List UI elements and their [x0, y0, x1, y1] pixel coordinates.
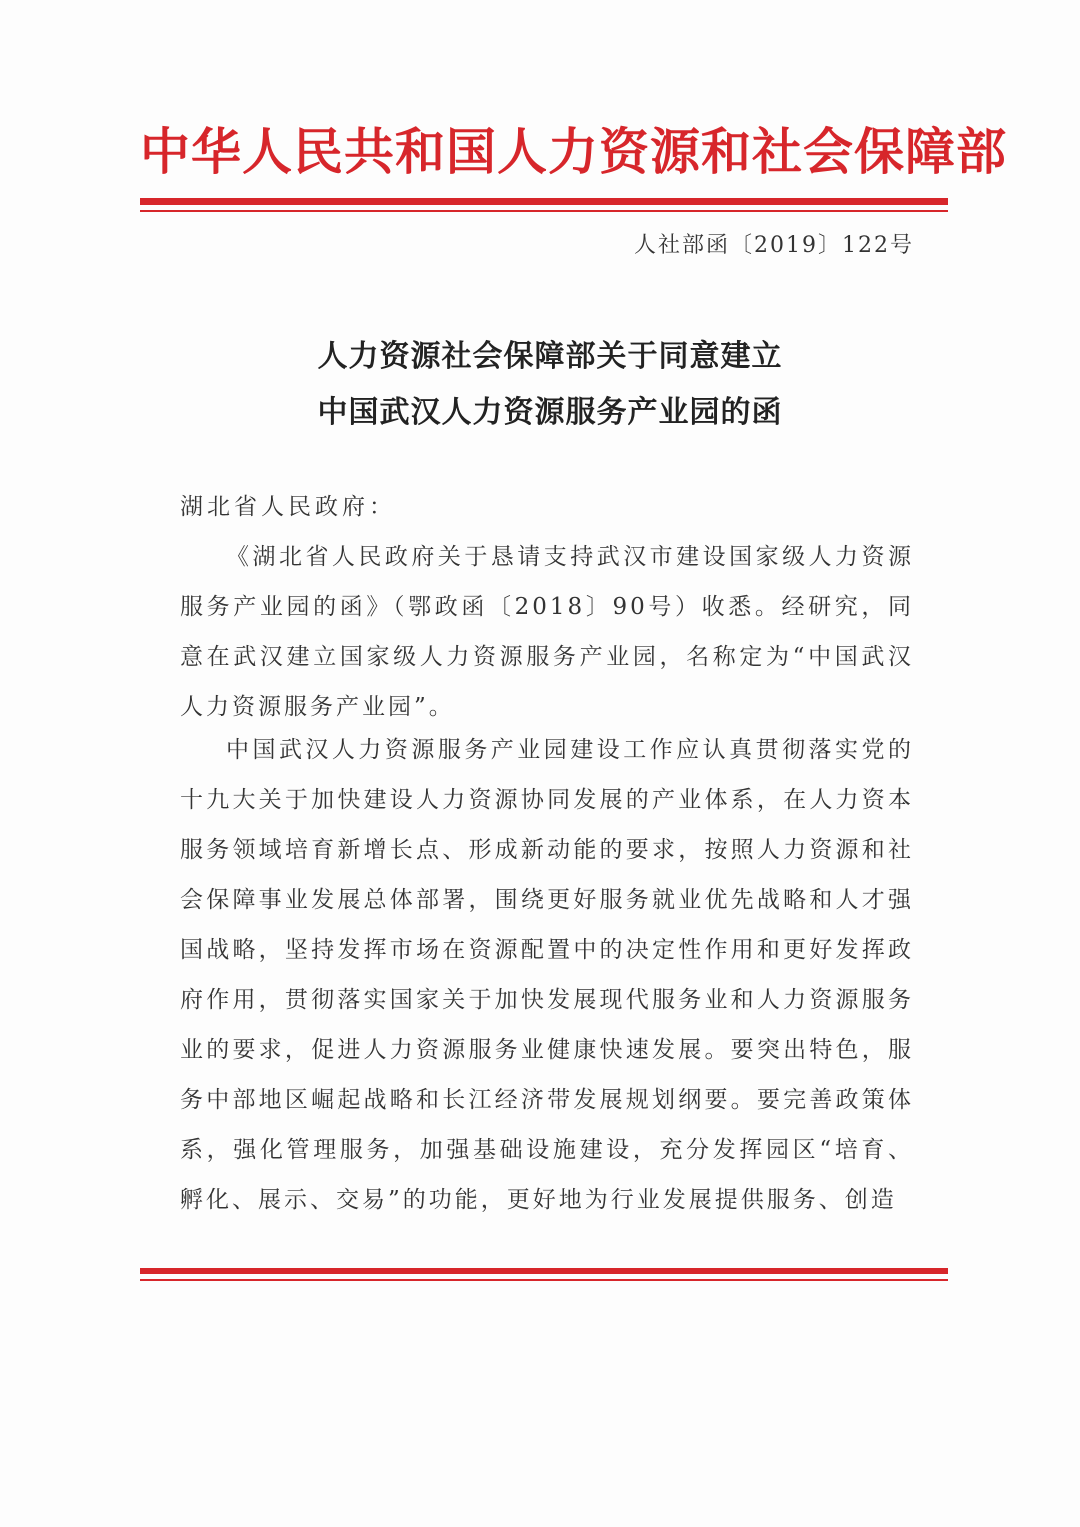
letterhead-agency-name: 中华人民共和国人力资源和社会保障部	[140, 122, 1007, 181]
letterhead-rule-thin	[140, 210, 948, 212]
paragraph-text: 中国武汉人力资源服务产业园建设工作应认真贯彻落实党的十九大关于加快建设人力资源协同发展的产业体系，在人力资本服务领域培育新增长点、形成新动能的要求，按照人力资源和社会保障事业发展总体部署，围绕更好服务就业优先战略和人才强国战略，坚持发挥市场在资源配置中的决定性作用和更好发挥政府作用，贯彻落实国家关于加快发展现代服务业和人力资源服务业的要求，促进人力资源服务业健康快速发展。要突出特色，服务中部地区崛起战略和长江经济带发展规划纲要。要完善政策体系，强化管理服务，加强基础设施建设，充分发挥园区“培育、孵化、展示、交易”的功能，更好地为行业发展提供服务、创造	[180, 737, 914, 1213]
paragraph-text: 《湖北省人民政府关于恳请支持武汉市建设国家级人力资源服务产业园的函》（鄂政函〔2018〕90号）收悉。经研究，同意在武汉建立国家级人力资源服务产业园，名称定为“中国武汉人力资源服务产业园”。	[180, 544, 914, 720]
body-paragraph	[180, 532, 914, 732]
footer-rule-thick	[140, 1268, 948, 1274]
salutation: 湖北省人民政府：	[180, 494, 396, 520]
document-title-line-1: 人力资源社会保障部关于同意建立	[317, 339, 783, 374]
document-number: 人社部函〔2019〕122号	[634, 233, 914, 258]
letterhead-rule-thick	[140, 198, 948, 205]
document-title-line-2: 中国武汉人力资源服务产业园的函	[317, 395, 783, 430]
body-paragraph	[180, 725, 914, 1225]
footer-rule-thin	[140, 1279, 948, 1281]
